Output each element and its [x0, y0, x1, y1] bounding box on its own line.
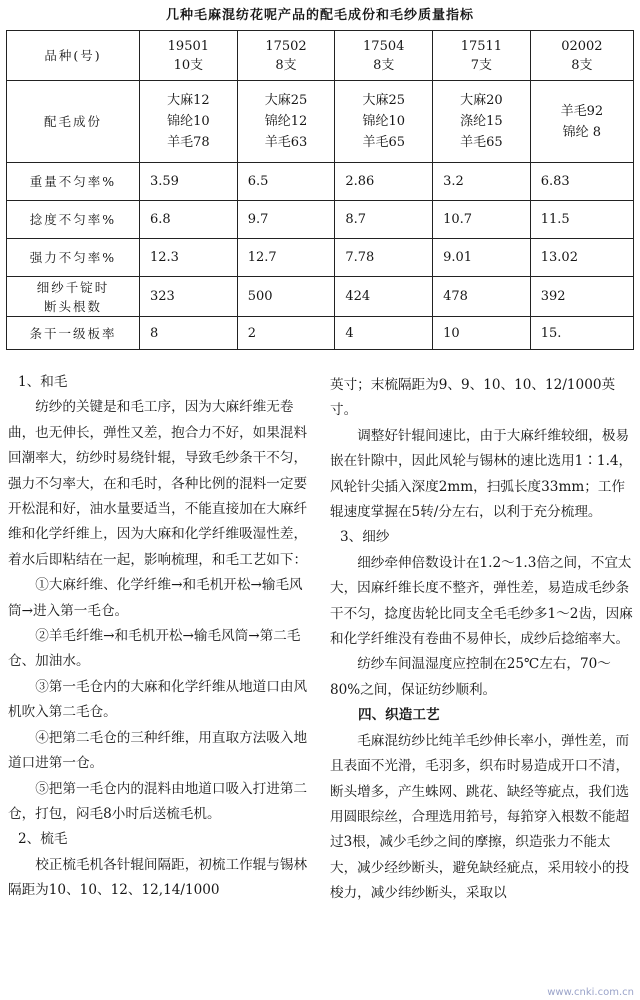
product-code: 17504 [363, 38, 405, 54]
composition-line: 锦纶12 [264, 114, 308, 129]
watermark: www.cnki.com.cn [547, 987, 634, 998]
composition-cell [335, 81, 433, 163]
product-count: 8支 [571, 57, 593, 73]
table-cell: 6.83 [530, 163, 633, 201]
composition-line: 羊毛63 [264, 135, 308, 150]
product-header [140, 31, 238, 81]
table-cell: 10 [433, 317, 531, 350]
composition-cell [237, 81, 335, 163]
product-count: 7支 [470, 57, 493, 73]
table-title: 几种毛麻混纺花呢产品的配毛成份和毛纱质量指标 [165, 8, 474, 23]
table-cell: 2 [237, 317, 335, 350]
quality-table [6, 30, 634, 350]
table-cell: 392 [530, 277, 633, 317]
section-heading: 1、和毛 [18, 374, 68, 390]
table-cell: 9.7 [237, 201, 335, 239]
composition-line: 羊毛92 [560, 103, 604, 119]
row-label-line: 断头根数 [43, 298, 102, 314]
table-cell: 12.7 [237, 239, 335, 277]
composition-cell [530, 81, 633, 163]
section-heading: 3、细纱 [340, 529, 390, 546]
table-cell: 500 [237, 277, 335, 317]
table-row [7, 277, 634, 317]
composition-line: 羊毛78 [167, 135, 210, 150]
table-cell: 6.8 [140, 201, 238, 239]
paragraph: ⑤把第一毛仓内的混料由地道口吸入打进第二仓，打包，闷毛8小时后送梳毛机。 [8, 780, 308, 822]
table-cell: 15. [530, 317, 633, 350]
composition-line: 羊毛65 [460, 135, 503, 150]
table-row [7, 239, 634, 277]
composition-line: 涤纶15 [460, 114, 503, 129]
table-cell: 6.5 [237, 163, 335, 201]
paragraph: 校正梳毛机各针辊间隔距，初梳工作辊与锡林隔距为10、10、12、12,14/1000 [8, 856, 308, 899]
section-heading: 四、织造工艺 [358, 707, 440, 724]
product-count: 8支 [275, 57, 297, 73]
product-code: 19501 [167, 38, 210, 54]
paragraph: 纺纱的关键是和毛工序，因为大麻纤维无卷曲，也无伸长，弹性又差，抱合力不好，如果混料回潮率大，纺纱时易绕针辊，导致毛纱条干不匀，强力不匀率大，在和毛时，各种比例的混料一定要开松混和好，油水量要适当，不能直接加在大麻纤维和化学纤维上，因为大麻和化学纤维吸湿性差，着水后即粘结在一起，影响梳理，和毛工艺如下： [8, 399, 308, 568]
composition-line: 大麻25 [264, 93, 308, 108]
header-label: 品种(号) [7, 31, 140, 81]
table-cell: 12.3 [140, 239, 238, 277]
row-label: 强力不匀率% [7, 239, 140, 277]
composition-cell [433, 81, 531, 163]
product-count: 8支 [373, 57, 395, 73]
product-header [237, 31, 335, 81]
table-cell: 7.78 [335, 239, 433, 277]
table-header-row [7, 31, 634, 81]
table-row [7, 201, 634, 239]
paragraph: 调整好针辊间速比，由于大麻纤维较细，极易嵌在针隙中，因此风轮与锡林的速比选用1∶1.4，风轮针尖插入深度2mm，扫弧长度33mm；工作辊速度掌握在5转/分左右，以利于充分梳理。 [330, 427, 633, 521]
paragraph: ③第一毛仓内的大麻和化学纤维从地道口由风机吹入第二毛仓。 [8, 678, 308, 721]
paragraph: ①大麻纤维、化学纤维→和毛机开松→输毛风筒→进入第一毛仓。 [8, 577, 303, 619]
composition-line: 锦纶10 [167, 114, 210, 129]
product-count: 10支 [173, 57, 204, 73]
row-label [7, 277, 140, 317]
row-label: 条干一级板率 [7, 317, 140, 350]
table-cell: 13.02 [530, 239, 633, 277]
table-cell: 8.7 [335, 201, 433, 239]
table-cell: 3.59 [140, 163, 238, 201]
right-column [330, 373, 634, 907]
paragraph: ②羊毛纤维→和毛机开松→输毛风筒→第二毛仓、加油水。 [8, 628, 301, 670]
table-cell: 8 [140, 317, 238, 350]
section-heading: 2、梳毛 [18, 831, 68, 848]
row-label-line: 细纱千锭时 [36, 279, 110, 295]
row-label: 重量不匀率% [7, 163, 140, 201]
product-code: 17511 [460, 38, 503, 54]
paragraph: 毛麻混纺纱比纯羊毛纱伸长率小，弹性差，而且表面不光滑，毛羽多，织布时易造成开口不清，断头增多，产生蛛网、跳花、缺经等疵点，我们选用圆眼综丝，合理选用筘号，每筘穿入根数不能超过3根，减少毛纱之间的摩擦，织造张力不能太大，减少经纱断头，避免缺经疵点，采用较小的投梭力，减少纬纱断头，采取以 [330, 732, 630, 902]
paragraph: 英寸；末梳隔距为9、9、10、10、12/1000英寸。 [330, 377, 616, 419]
table-cell: 2.86 [335, 163, 433, 201]
table-cell: 10.7 [433, 201, 531, 239]
table-cell: 478 [433, 277, 531, 317]
paragraph: ④把第二毛仓的三种纤维，用直取方法吸入地道口进第一仓。 [8, 729, 308, 772]
composition-line: 锦纶10 [362, 114, 405, 129]
left-column [8, 370, 314, 904]
product-header [335, 31, 433, 81]
table-cell: 323 [140, 277, 238, 317]
composition-line: 羊毛65 [362, 135, 405, 150]
composition-row [7, 81, 634, 163]
table-cell: 9.01 [433, 239, 531, 277]
composition-line: 锦纶 8 [562, 124, 602, 140]
product-code: 17502 [265, 38, 307, 54]
composition-line: 大麻25 [362, 93, 405, 108]
table-cell: 11.5 [530, 201, 633, 239]
table-cell: 4 [335, 317, 433, 350]
composition-line: 大麻12 [167, 93, 210, 108]
table-cell: 424 [335, 277, 433, 317]
table-row [7, 317, 634, 350]
product-code: 02002 [561, 38, 603, 54]
composition-line: 大麻20 [460, 93, 503, 108]
composition-cell [140, 81, 238, 163]
composition-label: 配毛成份 [7, 81, 140, 163]
table-cell: 3.2 [433, 163, 531, 201]
paragraph: 细纱牵伸倍数设计在1.2～1.3倍之间，不宜太大，因麻纤维长度不整齐，弹性差，易造成毛纱条干不匀，捻度齿轮比同支全毛毛纱多1～2齿，因麻和化学纤维没有卷曲不易伸长，成纱后捻缩率大。 [330, 554, 633, 648]
product-header [433, 31, 531, 81]
paragraph: 纺纱车间温湿度应控制在25℃左右，70～80%之间，保证纺纱顺利。 [330, 656, 611, 698]
product-header [530, 31, 633, 81]
row-label: 捻度不匀率% [7, 201, 140, 239]
table-row [7, 163, 634, 201]
